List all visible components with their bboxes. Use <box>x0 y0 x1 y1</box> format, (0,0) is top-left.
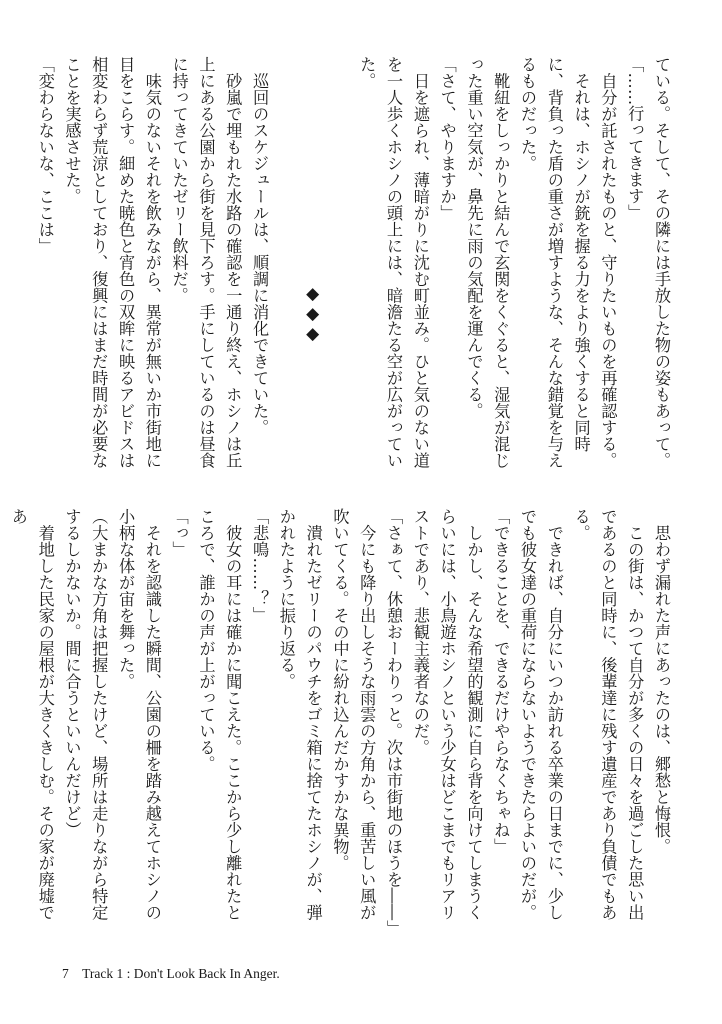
text-line: しかし、そんな希望的観測に自ら背を向けてしまうくらいには、小鳥遊ホシノという少女はどこまでもリアリストであり、悲観主義者なのだ。 <box>410 508 484 921</box>
text-line: 巡回のスケジュールは、順調に消化できていた。 <box>250 56 270 436</box>
text-line: それを認識した瞬間、公園の柵を踏み越えてホシノの小柄な体が宙を舞った。 <box>116 508 162 921</box>
text-line: 砂嵐で埋もれた水路の確認を一通り終え、ホシノは丘上にある公園から街を見下ろす。手にしているのは昼食に持ってきていたゼリー飲料だ。 <box>169 56 243 469</box>
dialogue-line: 「できることを、できるだけやらなくちゃね」 <box>491 508 511 855</box>
blank-line <box>326 56 353 476</box>
track-title: Track 1 : Don't Look Back In Anger. <box>82 966 280 981</box>
dialogue-line: 「変わらないな、ここは」 <box>35 56 55 254</box>
lower-text-block <box>4 508 674 937</box>
text-line: 日を遮られ、薄暗がりに沈む町並み。ひと気のない道を一人歩くホシノの頭上には、暗澹たる空が広がっていた。 <box>357 56 430 469</box>
dialogue-line: 「っ」 <box>169 508 189 558</box>
text-line: 今にも降り出しそうな雨雲の方角から、重苦しい風が吹いてくる。その中に紛れ込んだかすかな異物。 <box>330 508 377 921</box>
text-line: 彼女の耳には確かに聞こえた。ここから少し離れたところで、誰かの声が上がっている。 <box>196 508 243 921</box>
page-footer <box>62 966 280 982</box>
text-line: それは、ホシノが銃を握る力をより強くすると同時に、背負った盾の重さが増すような、そんな錯覚を与えるものだった。 <box>518 56 591 469</box>
dialogue-line: 「……行ってきます」 <box>625 56 645 221</box>
text-line: 靴紐をしっかりと結んで玄関をくぐると、湿気が混じった重い空気が、鼻先に雨の気配を運んでくる。 <box>464 56 511 469</box>
dialogue-line: 「さて、やりますか」 <box>437 56 457 221</box>
text-line: 味気のないそれを飲みながら、異常が無いか市街地に目をこらす。細めた暁色と宵色の双眸に映るアビドスは相変わらず荒涼としており、復興にはまだ時間が必要なことを実感させた。 <box>62 56 162 469</box>
page-number: 7 <box>62 966 69 981</box>
text-line: 着地した民家の屋根が大きくきしむ。その家が廃墟であ <box>8 508 55 921</box>
text-line: 思わず漏れた声にあったのは、郷愁と悔恨。 <box>652 508 671 855</box>
dialogue-line: 「さぁて、休憩おーわりっと。次は市街地のほうを――」 <box>384 508 404 937</box>
text-line: 潰れたゼリーのパウチをゴミ箱に捨てたホシノが、弾かれたように振り返る。 <box>276 508 323 921</box>
dialogue-line: 「悲鳴……？」 <box>250 508 270 624</box>
text-line: できれば、自分にいつか訪れる卒業の日までに、少しでも彼女達の重荷にならないようできたらよいのだが。 <box>518 508 564 921</box>
thought-line: （大まかな方角は把握したけど、場所は走りながら特定するしかないか。間に合うといいんだけど） <box>62 508 109 921</box>
text-line: ている。そして、その隣には手放した物の姿もあって。 <box>652 56 671 469</box>
blank-line <box>272 56 299 476</box>
section-separator: ◆◆◆ <box>302 284 323 344</box>
text-line: この街は、かつて自分が多くの日々を過ごした思い出であるのと同時に、後輩達に残す遺産であり負債でもある。 <box>571 508 645 921</box>
text-line: 自分が託されたものと、守りたいものを再確認する。 <box>598 56 618 469</box>
upper-text-block <box>31 56 674 476</box>
